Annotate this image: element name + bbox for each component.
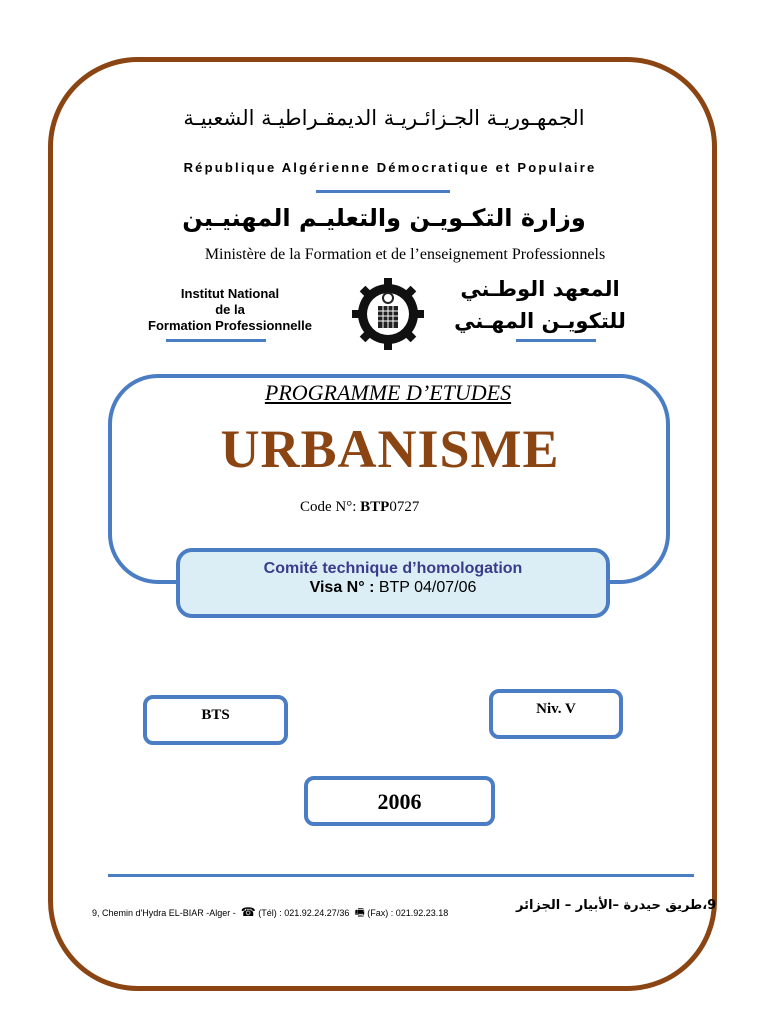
document-title: URBANISME (220, 419, 560, 479)
programme-code (300, 499, 419, 516)
institute-line: de la (215, 302, 245, 317)
institute-ar-underline (516, 339, 596, 342)
institute-line: للتكويـن المهـني (454, 309, 626, 333)
telephone-icon: ☎ (240, 905, 256, 919)
institute-name-arabic (440, 273, 640, 337)
footer-address: 9, Chemin d'Hydra EL-BIAR -Alger - (92, 908, 236, 918)
gear-emblem-icon (350, 276, 426, 352)
footer-contact-french (92, 904, 448, 923)
footer-address-arabic: 9،طريق حيدرة –الأبيار – الجزائر (516, 898, 717, 913)
french-republic-title: République Algérienne Démocratique et Populaire (183, 160, 597, 175)
code-label: Code N°: (300, 499, 361, 515)
arabic-republic-title: الجمهـوريـة الجـزائـريـة الديمقـراطيـة الشعبيـة (183, 106, 585, 130)
institute-fr-underline (166, 339, 266, 342)
institute-name-french (120, 286, 340, 334)
year-box: 2006 (304, 776, 495, 826)
visa-value: BTP 04/07/06 (378, 579, 477, 596)
institute-line: المعهد الوطـني (460, 277, 620, 301)
institute-line: Formation Professionnelle (148, 318, 312, 333)
code-prefix: BTP (360, 499, 390, 515)
header-divider (316, 190, 450, 193)
french-ministry-title: Ministère de la Formation et de l’enseignement Professionnels (204, 246, 606, 263)
fax-icon: 🖷 (354, 907, 365, 919)
visa-number (176, 579, 610, 597)
arabic-ministry-title: وزارة التكـويـن والتعليـم المهنيـين (182, 204, 586, 232)
institute-line: Institut National (180, 286, 280, 301)
programme-heading: PROGRAMME D’ETUDES (264, 380, 512, 405)
visa-label: Visa N° : (309, 579, 379, 596)
footer-phone: (Tél) : 021.92.24.27/36 (258, 908, 350, 918)
committee-label: Comité technique d’homologation (263, 560, 523, 577)
level-box: Niv. V (489, 689, 623, 739)
footer-divider (108, 874, 694, 877)
footer-fax: (Fax) : 021.92.23.18 (367, 908, 449, 918)
diploma-box: BTS (143, 695, 288, 745)
code-number: 0727 (389, 499, 420, 515)
